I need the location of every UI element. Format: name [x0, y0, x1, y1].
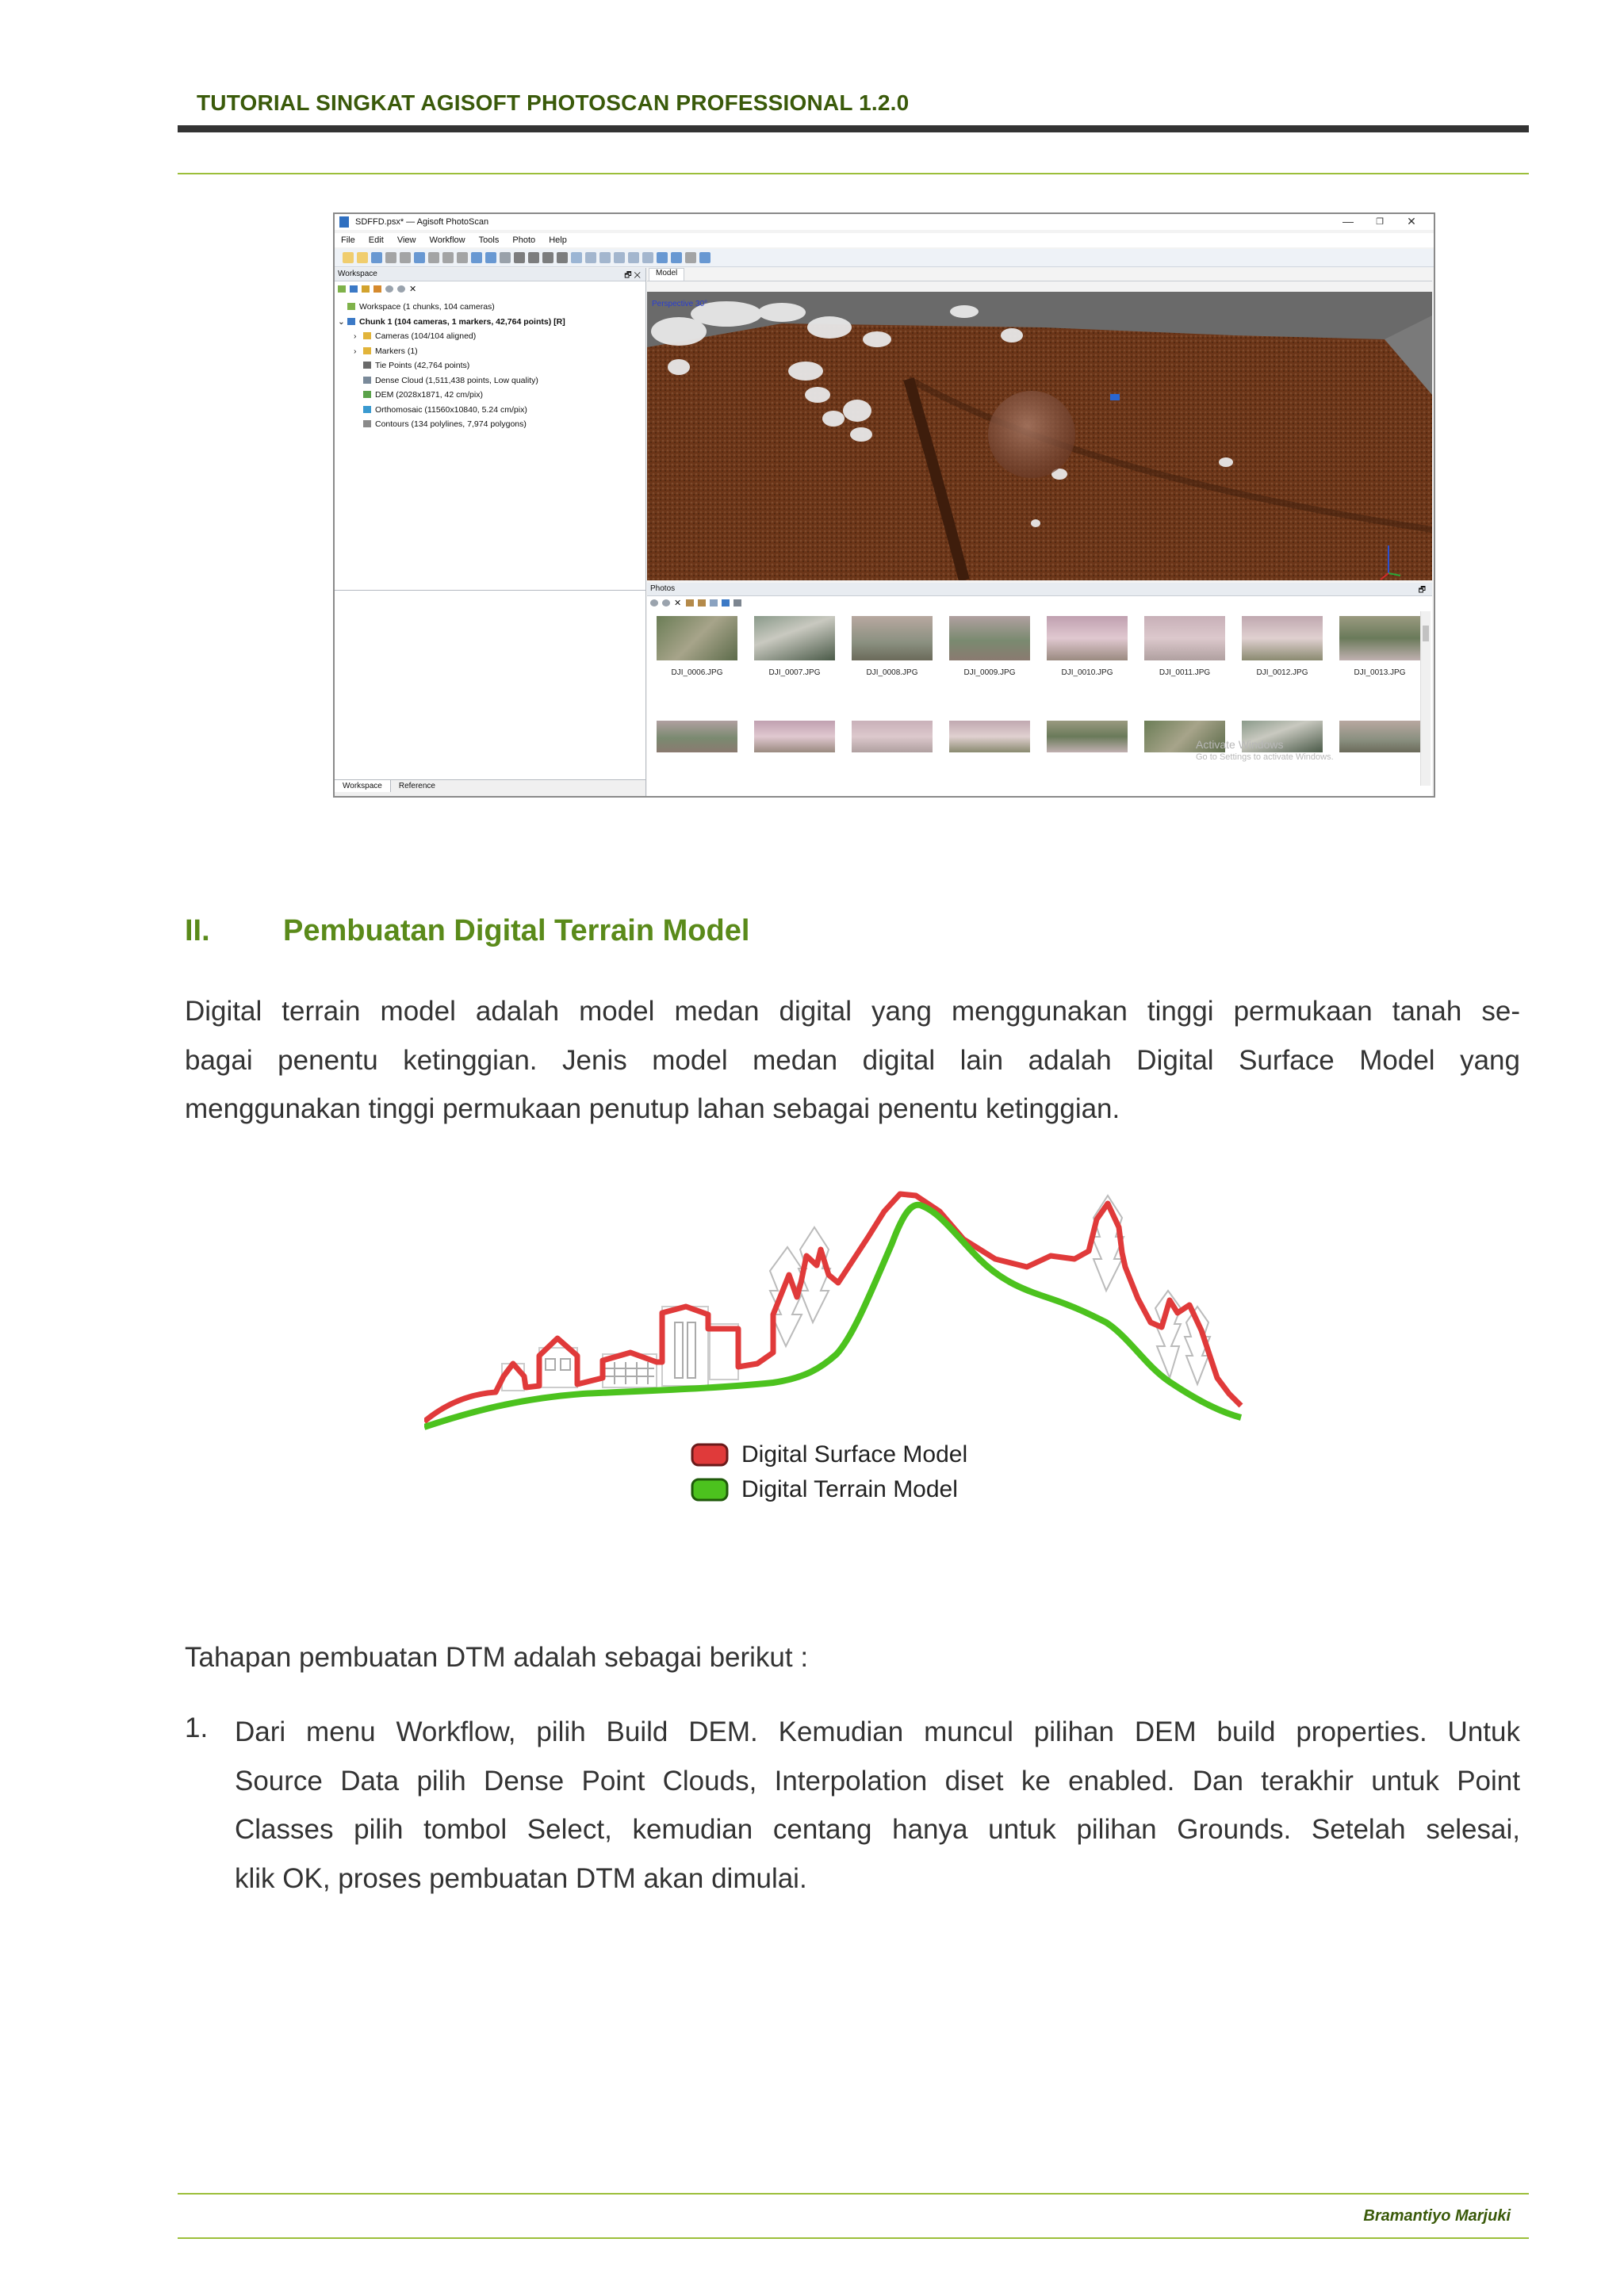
model-pane	[647, 268, 1432, 580]
step-text	[235, 1708, 1520, 1903]
intro-line: bagai penentu ketinggian. Jenis model medan digital lain adalah Digital Surface Model yang	[185, 1044, 1520, 1076]
photo-thumbnail[interactable]	[657, 721, 737, 752]
tree-item-label: Tie Points (42,764 points)	[375, 361, 470, 370]
toolbar-tool-icon[interactable]	[514, 252, 525, 263]
photo-thumbnail[interactable]	[1144, 616, 1225, 660]
steps-intro: Tahapan pembuatan DTM adalah sebagai berikut :	[185, 1642, 809, 1673]
toolbar-tool-icon[interactable]	[357, 252, 368, 263]
photos-pane-header	[647, 583, 1432, 596]
photos-pane-title: Photos	[650, 584, 676, 593]
step-line: Source Data pilih Dense Point Clouds, Interpolation diset ke enabled. Dan terakhir untuk Point	[235, 1765, 1520, 1797]
toolbar-tool-icon[interactable]	[628, 252, 639, 263]
photos-pane-float-icon[interactable]: 🗗	[1418, 586, 1426, 595]
main-toolbar	[335, 249, 1434, 267]
photo-thumbnail[interactable]	[1242, 616, 1323, 660]
header-divider	[178, 173, 1529, 174]
toolbar-tool-icon[interactable]	[500, 252, 511, 263]
header-title: TUTORIAL SINGKAT AGISOFT PHOTOSCAN PROFESSIONAL 1.2.0	[197, 90, 910, 115]
workspace-pane-title: Workspace	[338, 270, 377, 278]
intro-line: menggunakan tinggi permukaan penutup lahan sebagai penentu ketinggian.	[185, 1093, 1120, 1124]
toolbar-tool-icon[interactable]	[442, 252, 454, 263]
toolbar-tool-icon[interactable]	[542, 252, 553, 263]
photos-pane	[647, 583, 1432, 796]
toolbar-tool-icon[interactable]	[599, 252, 611, 263]
workspace-pane	[335, 268, 646, 796]
menu-help[interactable]: Help	[549, 235, 567, 245]
tree-item-icon	[363, 362, 371, 369]
tree-item-label: Markers (1)	[375, 346, 418, 356]
menu-bar	[335, 233, 1434, 247]
photo-label: DJI_0008.JPG	[866, 668, 918, 677]
photo-thumbnail[interactable]	[1047, 616, 1128, 660]
menu-view[interactable]: View	[396, 235, 416, 245]
intro-line: Digital terrain model adalah model medan digital yang menggunakan tinggi permukaan tanah se-	[185, 996, 1520, 1027]
tree-item-icon	[347, 318, 355, 325]
expand-chevron-icon[interactable]: ⌄	[338, 316, 345, 327]
toolbar-tool-icon[interactable]	[557, 252, 568, 263]
toolbar-tool-icon[interactable]	[471, 252, 482, 263]
photo-label: DJI_0007.JPG	[768, 668, 821, 677]
legend-dtm-label: Digital Terrain Model	[741, 1476, 958, 1502]
tab-workspace[interactable]: Workspace	[335, 780, 391, 792]
tree-item[interactable]	[338, 373, 565, 388]
tree-item[interactable]	[338, 315, 565, 330]
photo-thumbnail[interactable]	[852, 616, 933, 660]
toolbar-tool-icon[interactable]	[414, 252, 425, 263]
region-sphere	[988, 391, 1075, 478]
photo-label: DJI_0009.JPG	[963, 668, 1016, 677]
tree-item-label: Cameras (104/104 aligned)	[375, 331, 477, 341]
photo-thumbnail[interactable]	[1339, 721, 1420, 752]
dsm-dtm-diagram	[424, 1180, 1249, 1513]
step-line: Dari menu Workflow, pilih Build DEM. Kemudian muncul pilihan DEM build properties. Untuk	[235, 1716, 1520, 1747]
photo-thumbnail[interactable]	[1339, 616, 1420, 660]
marker-flag-icon	[1110, 394, 1120, 400]
photoscan-screenshot	[333, 212, 1435, 798]
tree-item[interactable]	[338, 358, 565, 373]
tree-item[interactable]	[338, 388, 565, 403]
toolbar-tool-icon[interactable]	[457, 252, 468, 263]
toolbar-tool-icon[interactable]	[428, 252, 439, 263]
workspace-tabs	[335, 779, 645, 796]
toolbar-tool-icon[interactable]	[400, 252, 411, 263]
section-title: Pembuatan Digital Terrain Model	[283, 914, 750, 947]
workspace-toolbar: ✕	[338, 284, 496, 297]
workspace-detail-pane	[335, 590, 645, 741]
model-tab-bar	[647, 268, 1432, 281]
photo-thumbnail[interactable]	[852, 721, 933, 752]
tab-reference[interactable]: Reference	[398, 782, 435, 790]
photo-thumbnail[interactable]	[754, 616, 835, 660]
workspace-tree	[338, 300, 565, 432]
tree-item-label: Dense Cloud (1,511,438 points, Low quality)	[375, 375, 538, 385]
photo-label: DJI_0012.JPG	[1256, 668, 1308, 677]
tree-item[interactable]	[338, 417, 565, 432]
expand-chevron-icon[interactable]: ›	[354, 346, 357, 356]
model-viewport[interactable]	[647, 292, 1432, 580]
tree-item-label: Workspace (1 chunks, 104 cameras)	[359, 302, 495, 312]
tree-item[interactable]	[338, 344, 565, 359]
photo-thumbnail[interactable]	[949, 721, 1030, 752]
header-rule	[178, 125, 1529, 132]
toolbar-tool-icon[interactable]	[571, 252, 582, 263]
toolbar-tool-icon[interactable]	[343, 252, 354, 263]
photos-scrollbar[interactable]	[1420, 611, 1431, 786]
photo-label: DJI_0013.JPG	[1354, 668, 1406, 677]
legend-dsm-swatch	[692, 1445, 727, 1465]
tree-item-icon	[363, 391, 371, 398]
toolbar-tool-icon[interactable]	[671, 252, 682, 263]
footer-rule-bottom	[178, 2237, 1529, 2239]
menu-edit[interactable]: Edit	[368, 235, 384, 245]
minimize-button[interactable]: —	[1342, 215, 1354, 228]
viewport-label: Perspective 30°	[652, 300, 708, 308]
menu-photo[interactable]: Photo	[512, 235, 536, 245]
tree-item-icon	[363, 377, 371, 384]
menu-workflow[interactable]: Workflow	[429, 235, 465, 245]
toolbar-tool-icon[interactable]	[657, 252, 668, 263]
window-title: SDFFD.psx* — Agisoft PhotoScan	[355, 217, 489, 227]
photo-label: DJI_0011.JPG	[1159, 668, 1211, 677]
tree-item-label: Contours (134 polylines, 7,974 polygons)	[375, 419, 527, 429]
maximize-button[interactable]: ❐	[1376, 217, 1384, 227]
tree-item-icon	[347, 303, 355, 310]
footer-rule	[178, 2193, 1529, 2195]
toolbar-tool-icon[interactable]	[642, 252, 653, 263]
toolbar-tool-icon[interactable]	[614, 252, 625, 263]
menu-file[interactable]: File	[341, 235, 355, 245]
toolbar-tool-icon[interactable]	[699, 252, 710, 263]
tree-item-icon	[363, 420, 371, 427]
app-icon	[339, 216, 349, 228]
photo-thumbnail[interactable]	[949, 616, 1030, 660]
legend-dsm-label: Digital Surface Model	[741, 1441, 968, 1468]
photo-label: DJI_0006.JPG	[671, 668, 723, 677]
tree-item-icon	[363, 347, 371, 354]
activate-windows-hint: Go to Settings to activate Windows.	[1196, 752, 1334, 762]
photos-toolbar: ✕	[650, 598, 745, 610]
toolbar-tool-icon[interactable]	[585, 252, 596, 263]
workspace-pane-header	[335, 268, 645, 281]
step-number: 1.	[185, 1712, 209, 1743]
toolbar-tool-icon[interactable]	[371, 252, 382, 263]
pane-close-icon[interactable]: 🗗 ✕	[624, 271, 641, 280]
photo-label: DJI_0010.JPG	[1061, 668, 1113, 677]
menu-tools[interactable]: Tools	[478, 235, 500, 245]
activate-windows-title: Activate Windows	[1196, 738, 1284, 751]
tree-item[interactable]	[338, 300, 565, 315]
photo-thumbnail[interactable]	[754, 721, 835, 752]
toolbar-tool-icon[interactable]	[385, 252, 396, 263]
legend-dtm-swatch	[692, 1479, 727, 1500]
tree-item-label: DEM (2028x1871, 42 cm/pix)	[375, 390, 483, 400]
step-line: Classes pilih tombol Select, kemudian centang hanya untuk pilihan Grounds. Setelah selesai,	[235, 1814, 1520, 1845]
step-line: klik OK, proses pembuatan DTM akan dimulai.	[235, 1862, 807, 1894]
tab-model[interactable]: Model	[649, 268, 684, 281]
tree-item[interactable]	[338, 329, 565, 344]
footer-author: Bramantiyo Marjuki	[1363, 2207, 1511, 2225]
tree-item-label: Chunk 1 (104 cameras, 1 markers, 42,764 points) [R]	[359, 316, 565, 327]
tree-item[interactable]	[338, 403, 565, 418]
toolbar-tool-icon[interactable]	[485, 252, 496, 263]
section-number: II.	[185, 914, 210, 947]
point-cloud-render	[647, 292, 1432, 580]
toolbar-tool-icon[interactable]	[685, 252, 696, 263]
intro-paragraph	[185, 987, 1520, 1134]
toolbar-tool-icon[interactable]	[528, 252, 539, 263]
tree-item-label: Orthomosaic (11560x10840, 5.24 cm/pix)	[375, 404, 527, 415]
photo-thumbnail[interactable]	[1047, 721, 1128, 752]
close-button[interactable]: ✕	[1407, 215, 1416, 228]
photo-thumbnail[interactable]	[657, 616, 737, 660]
tree-item-icon	[363, 406, 371, 413]
tree-item-icon	[363, 332, 371, 339]
expand-chevron-icon[interactable]: ›	[354, 331, 357, 341]
window-titlebar	[335, 214, 1434, 230]
